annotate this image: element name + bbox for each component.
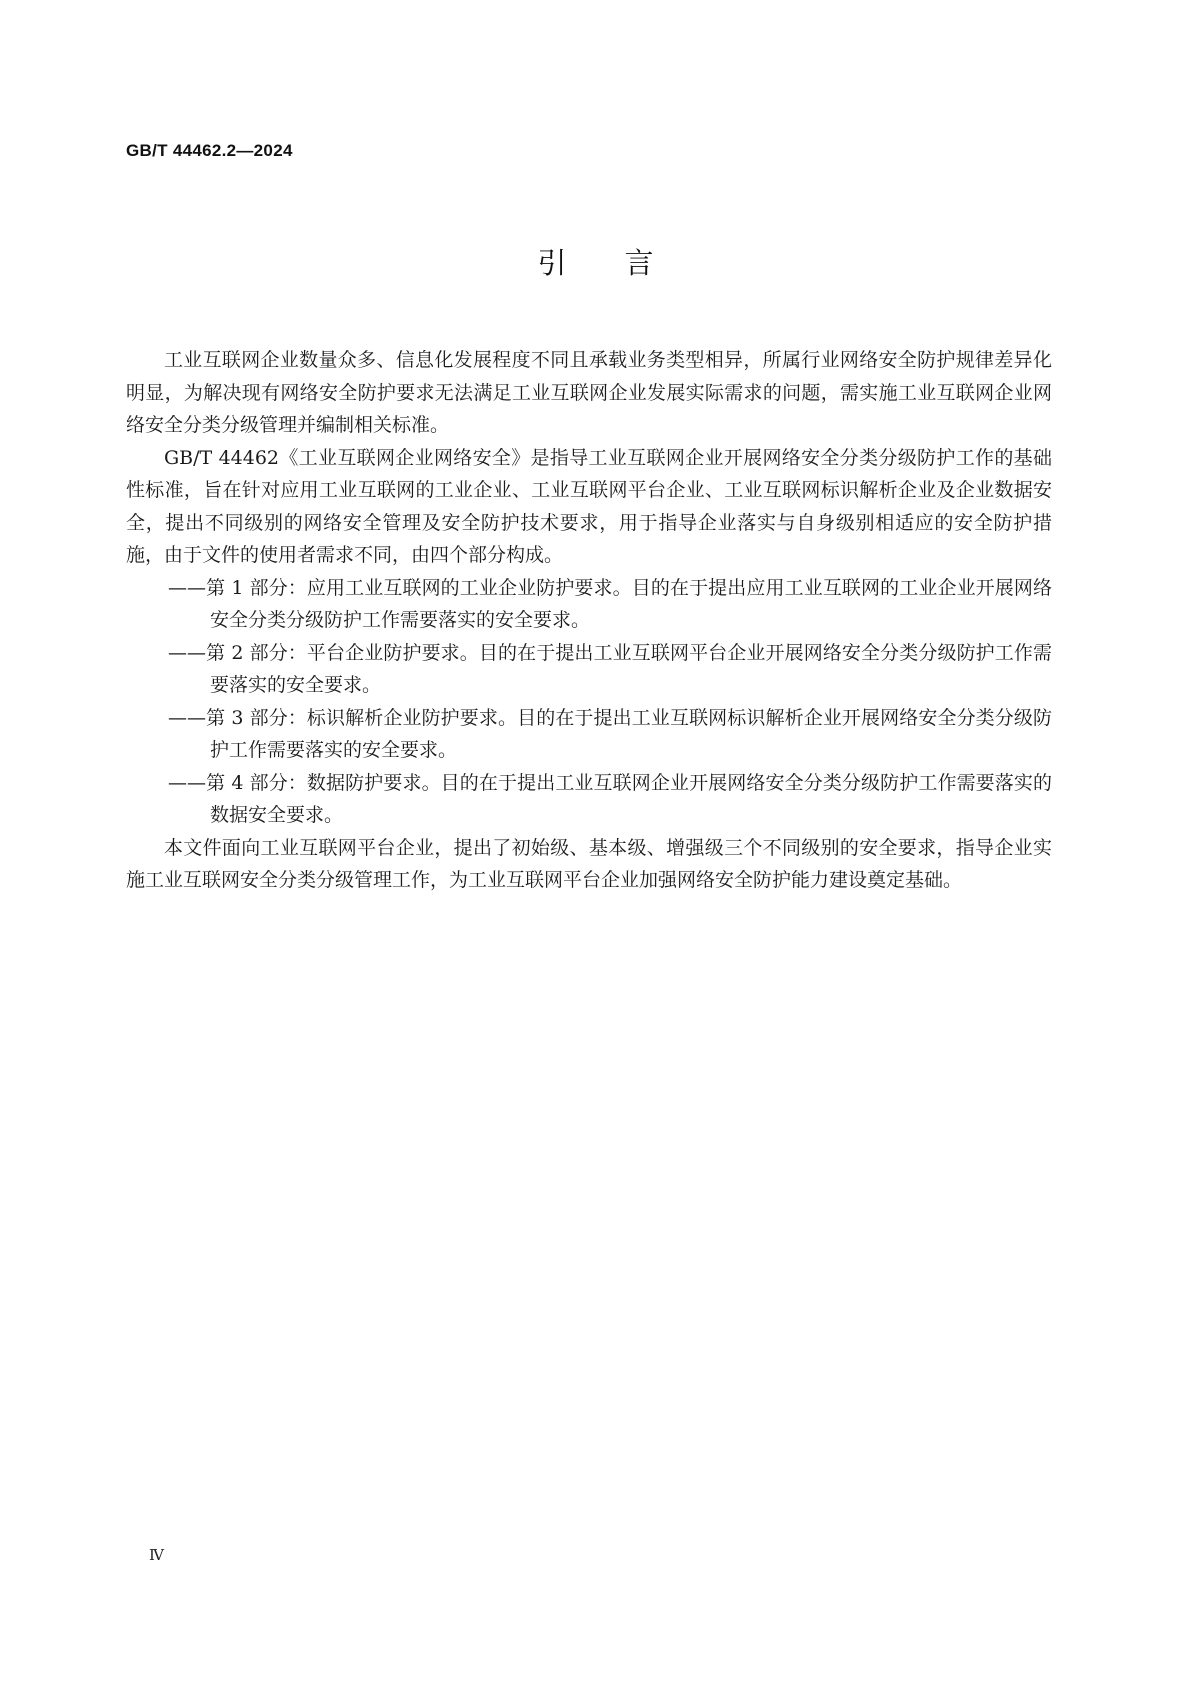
list-item-part-1: ——第 1 部分：应用工业互联网的工业企业防护要求。目的在于提出应用工业互联网的工业企业开展网络安全分类分级防护工作需要落实的安全要求。 xyxy=(168,576,1052,631)
page-number: Ⅳ xyxy=(149,1546,164,1564)
paragraph-scope: 本文件面向工业互联网平台企业，提出了初始级、基本级、增强级三个不同级别的安全要求，指导企业实施工业互联网安全分类分级管理工作，为工业互联网平台企业加强网络安全防护能力建设奠定基础。 xyxy=(126,836,1052,891)
section-title: 引言 xyxy=(537,246,712,280)
list-item-part-3: ——第 3 部分：标识解析企业防护要求。目的在于提出工业互联网标识解析企业开展网络安全分类分级防护工作需要落实的安全要求。 xyxy=(168,706,1052,761)
document-body xyxy=(126,344,1052,897)
list-item-part-4: ——第 4 部分：数据防护要求。目的在于提出工业互联网企业开展网络安全分类分级防护工作需要落实的数据安全要求。 xyxy=(168,771,1052,826)
paragraph-background: 工业互联网企业数量众多、信息化发展程度不同且承载业务类型相异，所属行业网络安全防护规律差异化明显，为解决现有网络安全防护要求无法满足工业互联网企业发展实际需求的问题，需实施工业互联网企业网络安全分类分级管理并编制相关标准。 xyxy=(126,349,1052,436)
list-item-part-2: ——第 2 部分：平台企业防护要求。目的在于提出工业互联网平台企业开展网络安全分类分级防护工作需要落实的安全要求。 xyxy=(168,641,1052,696)
standard-code: GB/T 44462.2—2024 xyxy=(126,141,293,160)
paragraph-series-overview: GB/T 44462《工业互联网企业网络安全》是指导工业互联网企业开展网络安全分类分级防护工作的基础性标准，旨在针对应用工业互联网的工业企业、工业互联网平台企业、工业互联网标识解析企业及企业数据安全，提出不同级别的网络安全管理及安全防护技术要求，用于指导企业落实与自身级别相适应的安全防护措施，由于文件的使用者需求不同，由四个部分构成。 xyxy=(126,446,1052,566)
